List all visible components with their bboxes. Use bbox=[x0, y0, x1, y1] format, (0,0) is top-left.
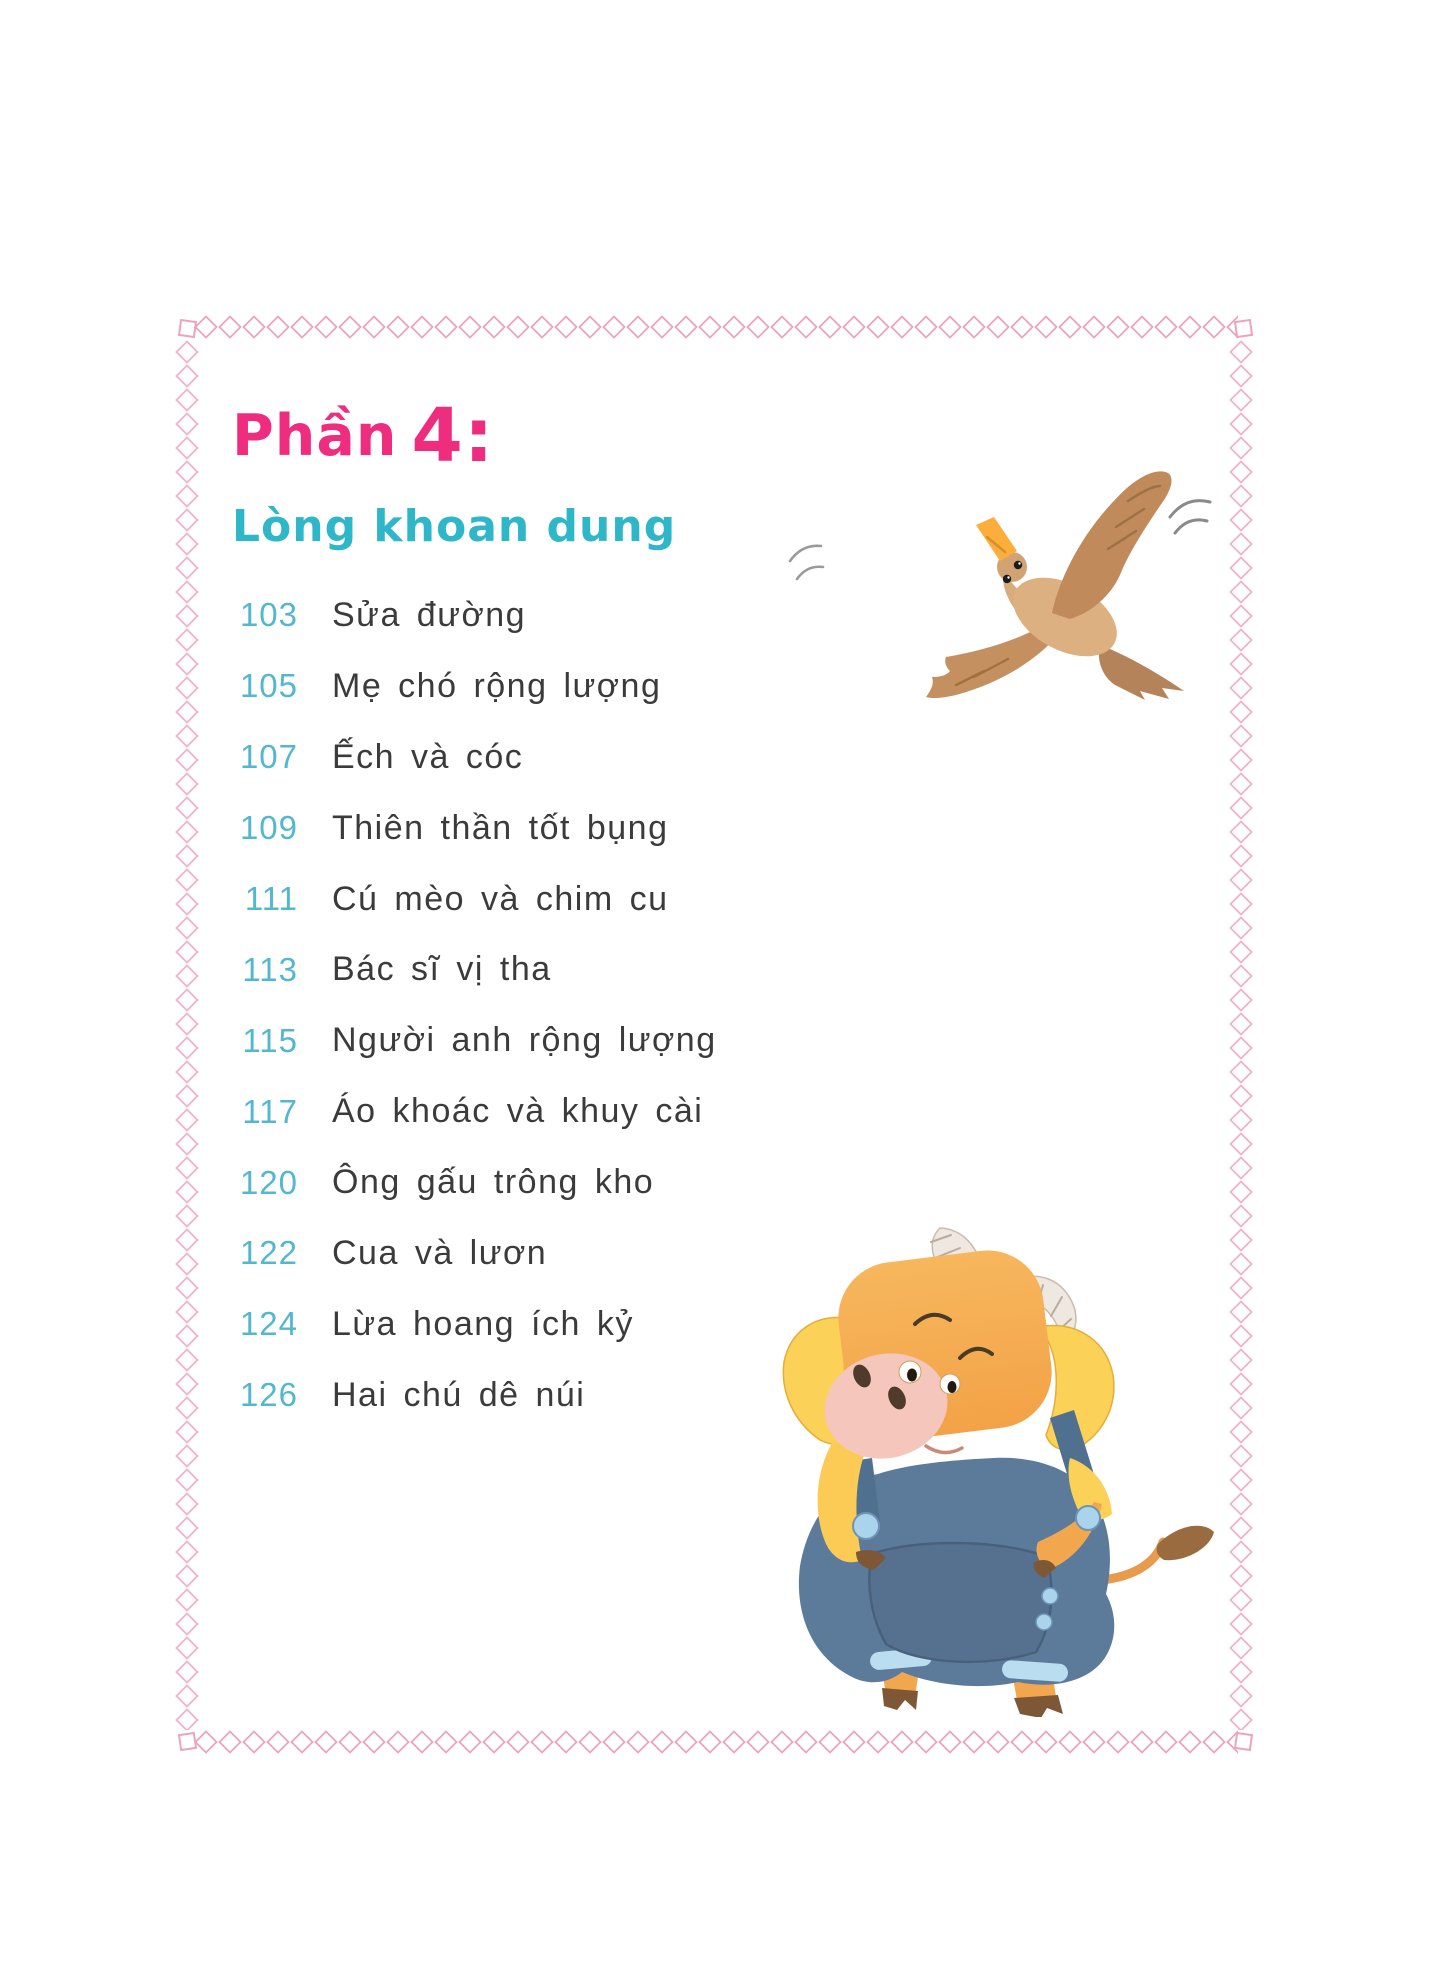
toc-entry bbox=[232, 864, 717, 935]
border-bottom bbox=[194, 1730, 1238, 1754]
toc-page-number: 103 bbox=[239, 596, 298, 634]
toc-entry bbox=[232, 1289, 717, 1360]
border-corner-top-left bbox=[178, 319, 197, 338]
toc-title: Lừa hoang ích kỷ bbox=[332, 1304, 634, 1343]
ox-smile bbox=[926, 1446, 962, 1453]
section-prefix: Phần bbox=[232, 403, 398, 470]
toc-title: Cua và lươn bbox=[332, 1233, 548, 1272]
toc-title: Thiên thần tốt bụng bbox=[332, 808, 669, 847]
border-corner-top-right bbox=[1234, 319, 1253, 338]
toc-entry bbox=[232, 934, 717, 1005]
toc-entry bbox=[232, 1076, 717, 1147]
toc-title: Ếch và cóc bbox=[332, 737, 524, 776]
toc-page-number: 122 bbox=[239, 1234, 298, 1272]
goose-beak bbox=[976, 517, 1017, 561]
ox-overalls-illustration bbox=[750, 1222, 1220, 1717]
toc-page-number: 113 bbox=[242, 950, 298, 988]
border-top bbox=[194, 315, 1238, 339]
toc-entry bbox=[232, 793, 717, 864]
toc-entry bbox=[232, 651, 717, 722]
toc-title: Bác sĩ vị tha bbox=[332, 950, 552, 989]
toc-page-number: 120 bbox=[239, 1163, 298, 1201]
toc-entry bbox=[232, 1005, 717, 1076]
wing-flap-marks-left bbox=[790, 546, 823, 579]
toc-title: Áo khoác và khuy cài bbox=[332, 1092, 704, 1131]
goose-tail bbox=[1099, 645, 1184, 700]
border-corner-bottom-right bbox=[1234, 1732, 1253, 1751]
toc-entry bbox=[232, 1147, 717, 1218]
section-number: 4: bbox=[411, 393, 495, 480]
toc-page-number: 107 bbox=[239, 738, 298, 776]
section-label bbox=[232, 393, 495, 480]
toc-entry bbox=[232, 722, 717, 793]
toc-entry bbox=[232, 1360, 717, 1431]
toc-title: Người anh rộng lượng bbox=[332, 1021, 717, 1060]
toc-title: Ông gấu trông kho bbox=[332, 1163, 655, 1202]
toc-page-number: 117 bbox=[242, 1092, 298, 1130]
ox-tail bbox=[1102, 1526, 1214, 1580]
toc-list bbox=[232, 580, 717, 1431]
ox-pocket bbox=[869, 1543, 1051, 1662]
ox-head bbox=[813, 1244, 1058, 1471]
toc-page-number: 124 bbox=[239, 1305, 298, 1343]
toc-entry bbox=[232, 1218, 717, 1289]
section-title: Lòng khoan dung bbox=[232, 500, 677, 552]
toc-title: Sửa đường bbox=[332, 595, 527, 634]
border-right bbox=[1229, 340, 1253, 1730]
toc-page-number: 105 bbox=[239, 667, 298, 705]
toc-page-number: 111 bbox=[244, 880, 298, 917]
border-corner-bottom-left bbox=[178, 1732, 197, 1751]
border-left bbox=[175, 340, 199, 1730]
flying-goose-illustration bbox=[760, 455, 1230, 715]
toc-title: Mẹ chó rộng lượng bbox=[332, 666, 662, 705]
toc-page-number: 109 bbox=[239, 809, 298, 847]
toc-title: Cú mèo và chim cu bbox=[332, 879, 669, 918]
wing-flap-marks-right bbox=[1170, 501, 1210, 533]
toc-title: Hai chú dê núi bbox=[332, 1375, 586, 1414]
toc-page-number: 115 bbox=[242, 1021, 298, 1059]
toc-page-number: 126 bbox=[239, 1376, 298, 1414]
toc-entry bbox=[232, 580, 717, 651]
